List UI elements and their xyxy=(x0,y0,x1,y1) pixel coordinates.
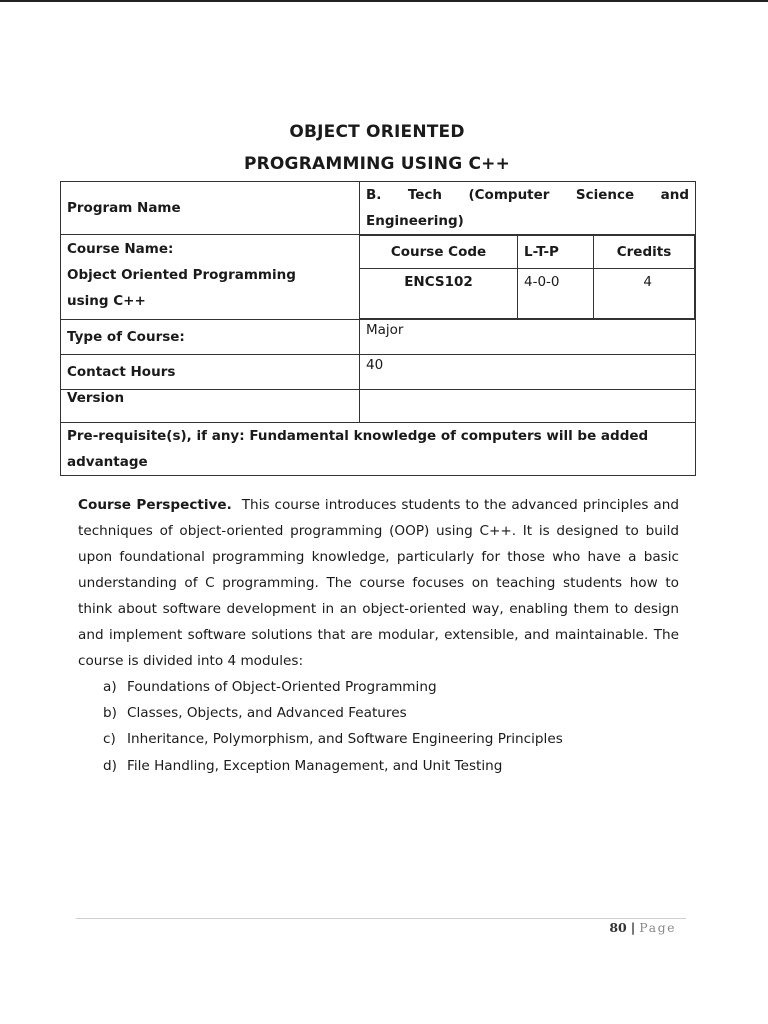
module-marker: a) xyxy=(103,679,117,695)
module-list xyxy=(78,674,679,779)
program-name-label: Program Name xyxy=(61,182,360,235)
course-name-label: Course Name: xyxy=(67,241,174,257)
course-perspective-section xyxy=(78,492,679,779)
course-info-table xyxy=(60,181,696,476)
course-name-row xyxy=(61,235,696,320)
module-item xyxy=(103,674,679,700)
credits-header: Credits xyxy=(594,236,695,269)
course-code-value: ENCS102 xyxy=(360,269,518,319)
course-details-value-row xyxy=(360,269,695,319)
page-word: Page xyxy=(639,920,676,935)
course-details-table xyxy=(360,235,695,319)
prerequisite-cell xyxy=(61,423,696,476)
program-name-line-1: B. Tech (Computer Science and xyxy=(366,187,689,203)
title-line-1: OBJECT ORIENTED xyxy=(289,122,465,142)
module-item xyxy=(103,726,679,752)
module-marker: c) xyxy=(103,731,116,748)
top-border-line xyxy=(0,0,768,2)
prerequisite-row xyxy=(61,423,696,476)
module-marker: b) xyxy=(103,705,117,722)
page-number: 80 xyxy=(609,920,627,935)
module-text: Foundations of Object-Oriented Programming xyxy=(127,679,437,695)
credits-value: 4 xyxy=(594,269,695,319)
ltp-value: 4-0-0 xyxy=(518,269,594,319)
program-name-row xyxy=(61,182,696,235)
page-footer xyxy=(609,920,676,935)
program-name-line-2: Engineering) xyxy=(366,213,464,229)
module-item xyxy=(103,700,679,726)
module-text: File Handling, Exception Management, and Unit Testing xyxy=(127,757,503,774)
version-value xyxy=(360,390,696,423)
prerequisite-line-2: advantage xyxy=(67,454,148,470)
course-type-row xyxy=(61,320,696,355)
module-text: Inheritance, Polymorphism, and Software Engineering Principles xyxy=(127,731,563,748)
course-code-header: Course Code xyxy=(360,236,518,269)
title-line-2: PROGRAMMING USING C++ xyxy=(243,154,511,174)
module-item xyxy=(103,753,679,779)
version-label: Version xyxy=(61,390,360,423)
course-type-value: Major xyxy=(360,320,696,355)
program-name-value xyxy=(360,182,696,235)
footer-divider xyxy=(76,918,686,919)
course-details-cell xyxy=(360,235,696,320)
prerequisite-line-1: Pre-requisite(s), if any: Fundamental knowledge of computers will be added xyxy=(67,428,649,444)
contact-hours-label: Contact Hours xyxy=(61,355,360,390)
course-perspective-text: This course introduces students to the advanced principles and techniques of object-oriented programming (OOP) using C++. It is designed to build upon foundational programming knowledge, particularly for those who have a basic understanding of C programming. The course focuses on teaching students how to think about software development in an object-oriented way, enabling them to design and implement software solutions that are modular, extensible, and maintainable. The course is divided into 4 modules: xyxy=(78,497,679,669)
document-title xyxy=(60,116,694,180)
page-separator: | xyxy=(630,920,636,935)
course-name-value-line-1: Object Oriented Programming xyxy=(67,267,296,283)
course-details-header-row xyxy=(360,236,695,269)
course-type-label: Type of Course: xyxy=(61,320,360,355)
version-row xyxy=(61,390,696,423)
course-perspective-heading: Course Perspective. xyxy=(78,497,232,513)
course-name-value-line-2: using C++ xyxy=(67,293,146,309)
contact-hours-value: 40 xyxy=(360,355,696,390)
module-marker: d) xyxy=(103,757,117,774)
ltp-header: L-T-P xyxy=(518,236,594,269)
module-text: Classes, Objects, and Advanced Features xyxy=(127,705,407,722)
course-name-cell xyxy=(61,235,360,320)
contact-hours-row xyxy=(61,355,696,390)
course-perspective-paragraph xyxy=(78,492,679,674)
